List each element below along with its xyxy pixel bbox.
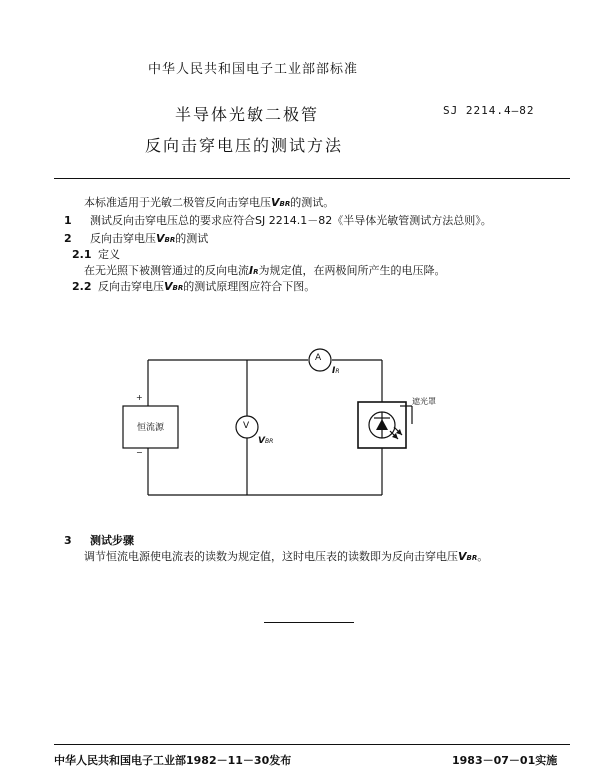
section-2-1-heading: 2.1 定义	[72, 248, 120, 261]
issuing-authority: 中华人民共和国电子工业部部标准	[148, 62, 359, 77]
section-2-2: 2.2 反向击穿电压VBR的测试原理图应符合下图。	[72, 280, 316, 293]
current-source-label: 恒流源	[137, 423, 165, 433]
intro-paragraph: 本标准适用于光敏二极管反向击穿电压VBR的测试。	[84, 196, 335, 209]
standard-number: SJ 2214.4—82	[443, 104, 535, 117]
section-3-text: 调节恒流电源使电流表的读数为规定值，这时电压表的读数即为反向击穿电压VBR。	[84, 550, 489, 563]
title-line-1: 半导体光敏二极管	[175, 105, 320, 124]
voltage-label: VBR	[258, 436, 274, 446]
section-1-number: 1	[64, 214, 72, 227]
source-minus-terminal: −	[136, 448, 143, 457]
title-line-2: 反向击穿电压的测试方法	[145, 136, 344, 155]
light-shield-label: 遮光罩	[412, 397, 436, 406]
end-of-text-rule	[264, 622, 354, 623]
section-2-1-definition: 在无光照下被测管通过的反向电流IR为规定值，在两极间所产生的电压降。	[84, 264, 446, 277]
section-3-heading: 3 测试步骤	[64, 534, 134, 547]
ammeter-label: A	[315, 353, 322, 363]
section-2-heading: 2 反向击穿电压VBR的测试	[64, 232, 209, 245]
voltmeter-label: V	[243, 421, 250, 431]
section-1-text: 测试反向击穿电压总的要求应符合SJ 2214.1－82《半导体光敏管测试方法总则》。	[90, 214, 492, 227]
effective-date: 1983－07－01实施	[452, 754, 558, 767]
footer-divider	[54, 744, 570, 745]
issue-date: 中华人民共和国电子工业部1982－11－30发布	[54, 754, 292, 767]
photodiode-triangle	[376, 419, 388, 430]
source-plus-terminal: +	[136, 393, 143, 402]
current-label: IR	[332, 366, 340, 376]
